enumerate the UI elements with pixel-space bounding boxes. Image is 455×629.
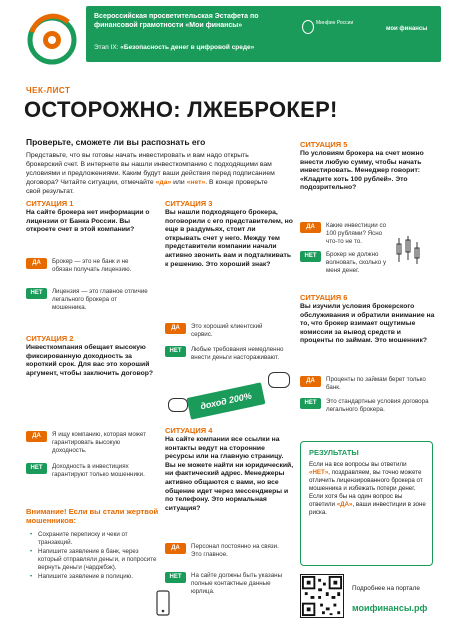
results-heading: РЕЗУЛЬТАТЫ [309,448,359,457]
more-info-text: Подробнее на портале [352,585,420,592]
list-item: • Сохраните переписку и чеки от транзакций. [30,531,160,547]
answer-text: Какие инвестиции со 100 рублями? Ясно что-то не то. [326,222,387,245]
situation-6-heading: СИТУАЦИЯ 6 [300,293,348,302]
yes-badge[interactable]: ДА [300,376,321,387]
answer-text: Брокер не должно волновать, сколько у меня денег. [326,251,387,274]
header-stage: Этап IX: «Безопасность денег в цифровой среде» [94,44,255,51]
situation-2-question: Инвесткомпания обещает высокую фиксированную доходность за короткий срок. Для вас это хороший аргумент, чтобы заключить договор? [26,344,154,377]
situation-1-heading: СИТУАЦИЯ 1 [26,199,74,208]
yes-badge[interactable]: ДА [26,431,47,442]
intro-text: Представьте, что вы готовы начать инвестировать и вам надо открыть брокерский счет. В интернете вы нашли инвесткомпанию с подходящими вам условиями и предложениями. Каким будут ваши действия перед подписанием договора? Читайте ситуации, отмечайте «да» или «нет». В конце проверьте свой результат. [26,152,275,195]
header-title: Всероссийская просветительская Эстафета по финансовой грамотности «Мои финансы» [94,13,259,29]
qr-code-icon[interactable] [300,574,344,618]
no-badge[interactable]: НЕТ [300,251,321,262]
yes-badge[interactable]: ДА [165,543,186,554]
candlestick-chart-icon [394,234,422,266]
myfin-logo: мои финансы [386,26,428,32]
hand-icon [168,398,188,412]
answer-text: Я ищу компанию, которая может гарантировать высокую доходность. [52,431,146,454]
answer-text: Персонал постоянно на связи. Это главное. [191,543,279,558]
answer-text: Лицензия — это главное отличие легального брокера от мошенника. [52,288,148,311]
answer-text: Брокер — это не банк и не обязан получать лицензию. [52,258,132,273]
warning-list [30,531,160,582]
hand-icon [268,372,290,388]
answer-text: Это хороший клиентский сервис. [191,323,263,338]
income-banknote: доход 200% [187,382,266,419]
relay-logo-icon [18,6,80,66]
list-item: • Напишите заявление в банк, через который отправляли деньги, и попросите вернуть деньги (чарджбэк). [30,548,160,572]
no-badge[interactable]: НЕТ [165,572,186,583]
header-banner [86,6,441,62]
situation-1-question: На сайте брокера нет информации о лицензии от Банка России. Вы откроете счет в этой компании? [26,209,150,234]
situation-3-heading: СИТУАЦИЯ 3 [165,199,213,208]
results-text: Если на все вопросы вы ответили «НЕТ», поздравляем, вы точно можете отличить лицензированного брокера от мошенника и избежать потери денег. Если хотя бы на один вопрос вы ответили «ДА», ваши инвестиции в зоне риска. [309,461,426,516]
answer-text: Любые требования немедленно внести деньги настораживают. [191,346,284,361]
no-badge[interactable]: НЕТ [26,288,47,299]
situation-5-heading: СИТУАЦИЯ 5 [300,140,348,149]
answer-text: Это стандартные условия договора легального брокера. [326,398,429,413]
smartphone-icon [156,590,170,616]
portal-link[interactable]: моифинансы.рф [352,603,428,613]
situation-4-question: На сайте компании все ссылки на контакты ведут на сторонние ресурсы или на главную страницу. Вы не можете найти ни юридический, ни фактический адрес. Менеджеры активно общаются с вами, но все общение идет через мессенджеры и по телефону. Это нормальная ситуация? [165,436,294,512]
results-box [300,441,433,566]
page-title: ОСТОРОЖНО: ЛЖЕБРОКЕР! [24,97,338,122]
list-item: • Напишите заявление в полицию. [30,573,160,581]
header [0,0,455,68]
yes-badge[interactable]: ДА [300,222,321,233]
yes-badge[interactable]: ДА [26,258,47,269]
no-badge[interactable]: НЕТ [300,398,321,409]
minfin-label: Минфин России [316,20,354,26]
no-badge[interactable]: НЕТ [26,463,47,474]
yes-badge[interactable]: ДА [165,323,186,334]
answer-text: Проценты по займам берет только банк. [326,376,426,391]
eagle-icon [302,20,314,34]
no-badge[interactable]: НЕТ [165,346,186,357]
situation-6-question: Вы изучили условия брокерского обслуживания и обратили внимание на то, что брокер взимает ощутимые комиссии за вывод средств и проценты по займам. Это мошенник? [300,303,435,345]
page-subtitle: Проверьте, сможете ли вы распознать его [26,137,206,147]
situation-5-question: По условиям брокера на счет можно внести любую сумму, чтобы начать инвестировать. Менеджер говорит: «Кладите хоть 100 рублей». Это подозрительно? [300,150,424,192]
situation-4-heading: СИТУАЦИЯ 4 [165,426,213,435]
situation-3-question: Вы нашли подходящего брокера, поговорили с его представителем, но еще в раздумьях, стоит ли открывать счет у него. Между тем представители компании начали активно звонить вам и подталкивать к решению. Это хороший знак? [165,209,293,268]
answer-text: На сайте должны быть указаны полные контактные данные юрлица. [191,572,283,595]
situation-2-heading: СИТУАЦИЯ 2 [26,334,74,343]
checklist-label: ЧЕК-ЛИСТ [26,86,71,95]
answer-text: Доходность в инвестициях гарантируют только мошенники. [52,463,145,478]
warning-heading: Внимание! Если вы стали жертвой мошенников: [26,507,159,525]
